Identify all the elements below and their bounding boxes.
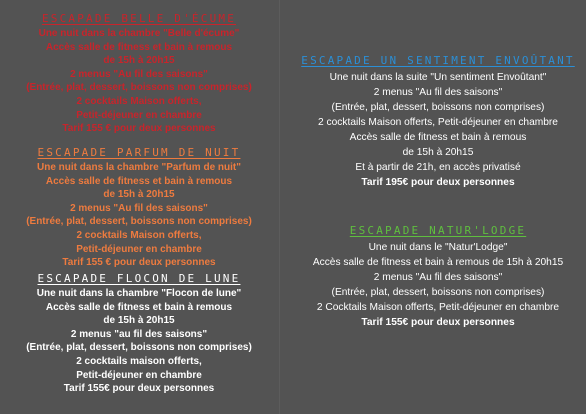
escapade-line: Une nuit dans la suite "Un sentiment Envoûtant" [329,72,547,83]
escapade-line: 2 cocktails Maison offerts, [76,229,202,241]
escapade-line: Une nuit dans la chambre "Parfum de nuit" [37,162,241,173]
escapade-price: Tarif 195€ pour deux personnes [361,177,515,188]
escapade-line: de 15h à 20h15 [103,315,175,327]
escapade-line: de 15h à 20h15 [103,55,175,67]
escapade-parfum-de-nuit [0,146,278,270]
escapade-line: 2 menus "Au fil des saisons" [70,68,208,80]
escapade-line: (Entrée, plat, dessert, boissons non comprises) [26,216,252,228]
escapade-price: Tarif 155€ pour deux personnes [361,317,515,328]
escapade-belle-decume [0,12,278,136]
escapade-line: Accès salle de fitness et bain à remous [45,301,233,313]
escapade-line: de 15h à 20h15 [103,189,175,201]
escapade-line: Petit-déjeuner en chambre [76,109,202,121]
escapade-title: ESCAPADE PARFUM DE NUIT [37,146,241,159]
escapade-line: 2 cocktails Maison offerts, [76,95,202,107]
escapade-line: Une nuit dans la chambre "Belle d'écume" [38,28,240,39]
escapade-line: 2 menus "Au fil des saisons" [373,87,503,98]
escapade-title: ESCAPADE BELLE D'ÉCUME [41,12,237,25]
escapade-price: Tarif 155 € pour deux personnes [62,257,216,269]
escapade-title: ESCAPADE UN SENTIMENT ENVOÛTANT [301,54,575,67]
escapade-title: ESCAPADE NATUR'LODGE [349,224,527,237]
escapade-line: Et à partir de 21h, en accès privatisé [355,162,521,173]
escapade-price: Tarif 155€ pour deux personnes [63,383,215,395]
escapade-line: Accès salle de fitness et bain à remous [349,132,527,143]
escapade-price: Tarif 155 € pour deux personnes [62,123,216,135]
escapade-line: 2 cocktails maison offerts, [76,355,202,367]
escapade-line: (Entrée, plat, dessert, boissons non comprises) [331,102,545,113]
escapade-line: (Entrée, plat, dessert, boissons non comprises) [26,342,252,354]
escapade-line: 2 cocktails Maison offerts, Petit-déjeuner en chambre [318,117,558,128]
escapade-natur-lodge [290,223,586,330]
column-divider [279,0,280,414]
escapade-title: ESCAPADE FLOCON DE LUNE [37,272,241,285]
escapade-line: Une nuit dans le "Natur'Lodge" [368,242,508,253]
escapade-flocon-de-lune [0,272,278,396]
escapade-line: Accès salle de fitness et bain à remous de 15h à 20h15 [312,257,564,268]
escapade-line: 2 menus "au fil des saisons" [70,328,208,340]
escapade-line: Accès salle de fitness et bain à remous [45,175,233,187]
escapade-line: 2 Cocktails Maison offerts, Petit-déjeuner en chambre [316,302,560,313]
escapade-line: Une nuit dans la chambre "Flocon de lune" [36,288,242,299]
escapade-line: Petit-déjeuner en chambre [76,369,202,381]
escapade-line: 2 menus "Au fil des saisons" [373,272,503,283]
escapade-line: 2 menus "Au fil des saisons" [70,202,208,214]
escapade-line: (Entrée, plat, dessert, boissons non comprises) [331,287,545,298]
escapade-line: Accès salle de fitness et bain à remous [45,41,233,53]
escapade-line: Petit-déjeuner en chambre [76,243,202,255]
escapade-un-sentiment-envoutant [290,53,586,190]
escapade-line: de 15h à 20h15 [402,147,474,158]
escapade-line: (Entrée, plat, dessert, boissons non comprises) [26,82,252,94]
